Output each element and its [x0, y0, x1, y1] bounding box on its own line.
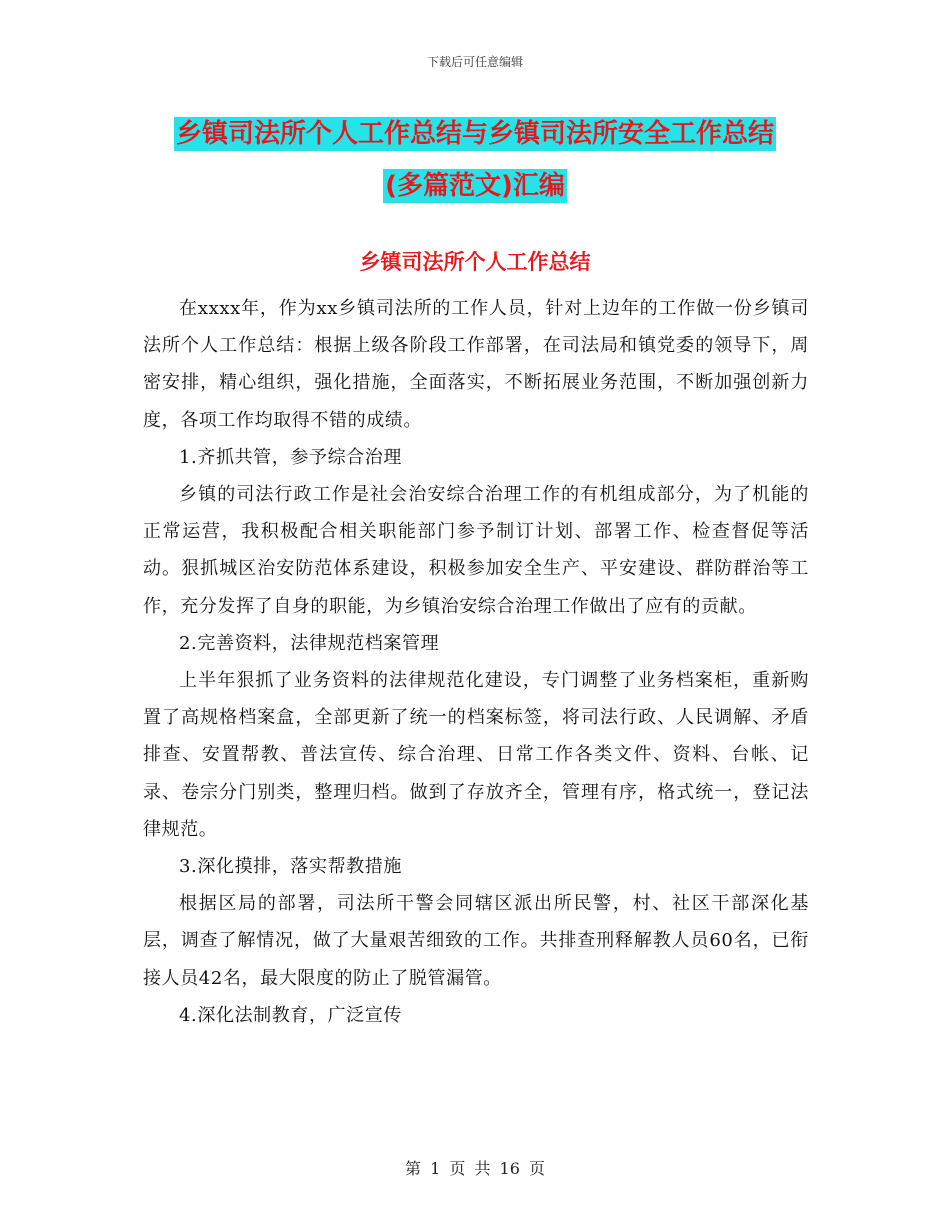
document-title	[0, 108, 950, 212]
heading-item-4: 4.深化法制教育，广泛宣传	[179, 1004, 402, 1026]
heading-item-1: 1.齐抓共管，参予综合治理	[179, 446, 402, 468]
paragraph-item-2: 上半年狠抓了业务资料的法律规范化建设，专门调整了业务档案柜，重新购置了高规格档案盒，全部更新了统一的档案标签，将司法行政、人民调解、矛盾排查、安置帮教、普法宣传、综合治理、日常工作各类文件、资料、台帐、记录、卷宗分门别类，整理归档。做到了存放齐全，管理有序，格式统一，登记法律规范。	[143, 670, 809, 840]
page-footer: 第 1 页 共 16 页	[405, 1159, 545, 1178]
paragraph-item-1: 乡镇的司法行政工作是社会治安综合治理工作的有机组成部分，为了机能的正常运营，我积极配合相关职能部门参予制订计划、部署工作、检查督促等活动。狠抓城区治安防范体系建设，积极参加安全生产、平安建设、群防群治等工作，充分发挥了自身的职能，为乡镇治安综合治理工作做出了应有的贡献。	[143, 484, 809, 617]
document-title-line-1: 乡镇司法所个人工作总结与乡镇司法所安全工作总结	[175, 119, 774, 149]
document-body	[143, 290, 809, 1034]
paragraph-intro: 在xxxx年，作为xx乡镇司法所的工作人员，针对上边年的工作做一份乡镇司法所个人工作总结：根据上级各阶段工作部署，在司法局和镇党委的领导下，周密安排，精心组织，强化措施，全面落实，不断拓展业务范围，不断加强创新力度，各项工作均取得不错的成绩。	[143, 298, 809, 431]
heading-item-2: 2.完善资料，法律规范档案管理	[179, 632, 440, 654]
paragraph-item-3: 根据区局的部署，司法所干警会同辖区派出所民警，村、社区干部深化基层，调查了解情况，做了大量艰苦细致的工作。共排查刑释解教人员60名，已衔接人员42名，最大限度的防止了脱管漏管。	[143, 893, 809, 989]
document-title-line-2: (多篇范文)汇编	[385, 171, 565, 201]
header-note: 下载后可任意编辑	[426, 55, 523, 69]
section-title: 乡镇司法所个人工作总结	[359, 250, 591, 274]
heading-item-3: 3.深化摸排，落实帮教措施	[179, 856, 402, 878]
